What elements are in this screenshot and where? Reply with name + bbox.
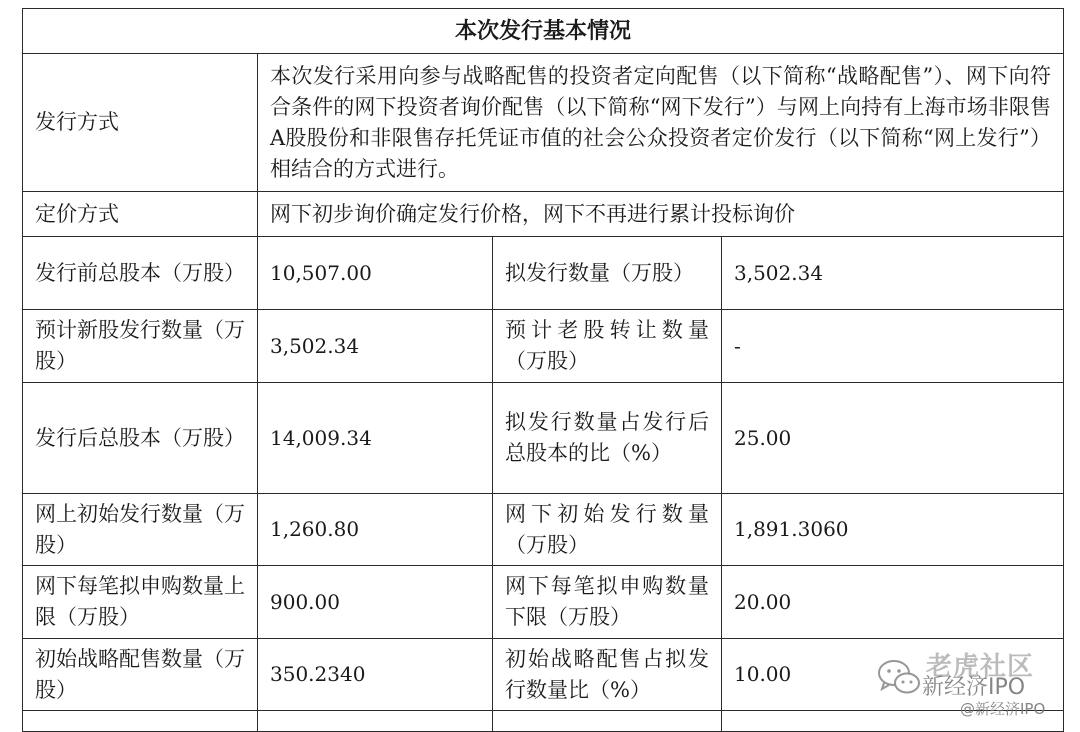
row-value-left: 1,260.80 [258, 494, 493, 566]
row-value-left: 14,009.34 [258, 383, 493, 494]
table-row [23, 237, 1064, 310]
table-title: 本次发行基本情况 [23, 9, 1064, 54]
issue-method-row [23, 54, 1064, 192]
issue-info-table [22, 8, 1064, 732]
row-value-left: 3,502.34 [258, 310, 493, 383]
issue-method-label: 发行方式 [23, 54, 258, 192]
row-label-left: 发行前总股本（万股） [23, 237, 258, 310]
row-value-right: 25.00 [722, 383, 1064, 494]
row-label-right: 网下初始发行数量（万股） [493, 494, 722, 566]
row-value-right: 20.00 [722, 566, 1064, 639]
issue-method-value: 本次发行采用向参与战略配售的投资者定向配售（以下简称“战略配售”）、网下向符合条件的网下投资者询价配售（以下简称“网下发行”）与网上向持有上海市场非限售A股股份和非限售存托凭证市值的社会公众投资者定价发行（以下简称“网上发行”）相结合的方式进行。 [258, 54, 1064, 192]
row-value-left: 350.2340 [258, 639, 493, 711]
row-value-left: 900.00 [258, 566, 493, 639]
row-value-right: 3,502.34 [722, 237, 1064, 310]
watermark-top-text: 老虎社区 [926, 652, 1035, 682]
row-label-right: 初始战略配售占拟发行数量比（%） [493, 639, 722, 711]
table-row [23, 494, 1064, 566]
watermark-account-name: 新经济IPO [922, 675, 1026, 700]
row-label-left: 预计新股发行数量（万股） [23, 310, 258, 383]
row-label-left: 网下每笔拟申购数量上限（万股） [23, 566, 258, 639]
row-value-right: - [722, 310, 1064, 383]
table-row [23, 639, 1064, 711]
row-value-right: 1,891.3060 [722, 494, 1064, 566]
table-title-row [23, 9, 1064, 54]
pricing-method-value: 网下初步询价确定发行价格，网下不再进行累计投标询价 [258, 192, 1064, 237]
row-value-left: 10,507.00 [258, 237, 493, 310]
row-label-left: 发行后总股本（万股） [23, 383, 258, 494]
row-label-right: 拟发行数量（万股） [493, 237, 722, 310]
pricing-method-row [23, 192, 1064, 237]
table-row [23, 566, 1064, 639]
row-label-right: 网下每笔拟申购数量下限（万股） [493, 566, 722, 639]
row-label-right: 预计老股转让数量（万股） [493, 310, 722, 383]
table-row [23, 383, 1064, 494]
table-row-cutoff [23, 711, 1064, 732]
row-label-right: 拟发行数量占发行后总股本的比（%） [493, 383, 722, 494]
pricing-method-label: 定价方式 [23, 192, 258, 237]
watermark-handle: @新经济IPO [960, 700, 1046, 718]
table-row [23, 310, 1064, 383]
row-label-left: 初始战略配售数量（万股） [23, 639, 258, 711]
row-value-right: 10.00 [722, 639, 1064, 711]
row-label-left: 网上初始发行数量（万股） [23, 494, 258, 566]
